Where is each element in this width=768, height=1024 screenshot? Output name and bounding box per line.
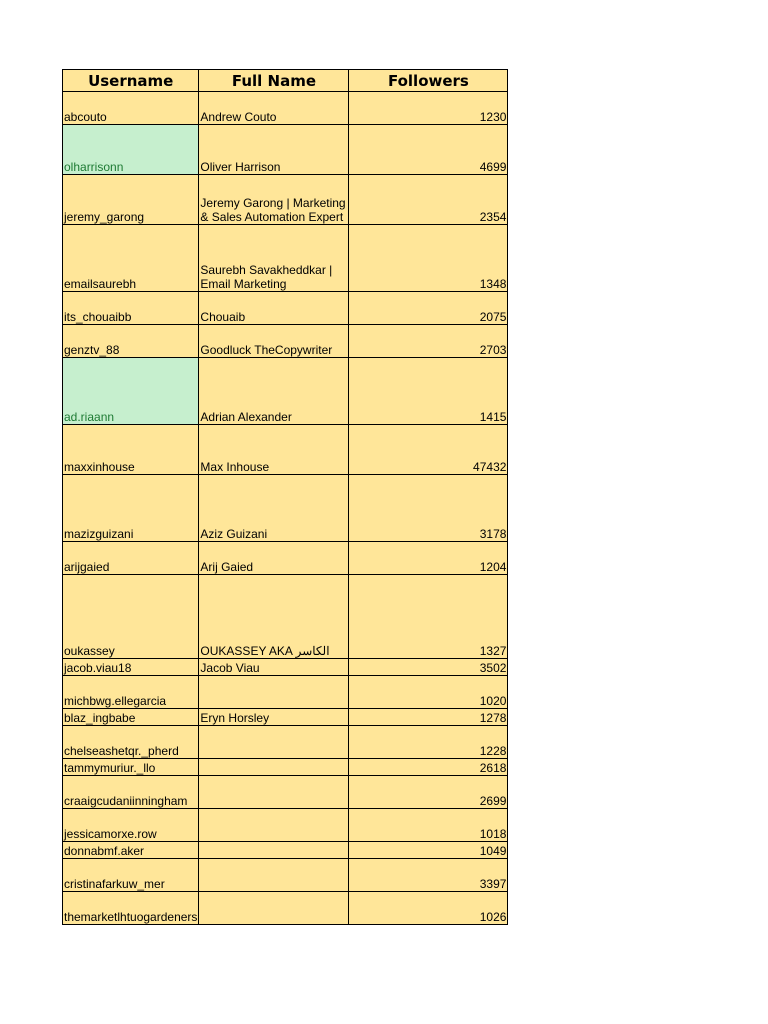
followers-cell[interactable]: 1230 bbox=[349, 92, 508, 125]
username-cell[interactable]: chelseashetqr._pherd bbox=[63, 726, 199, 759]
followers-cell[interactable]: 1018 bbox=[349, 809, 508, 842]
full-name-cell[interactable] bbox=[199, 676, 349, 709]
username-cell[interactable]: blaz_ingbabe bbox=[63, 709, 199, 726]
username-cell[interactable]: genztv_88 bbox=[63, 325, 199, 358]
table-row bbox=[63, 542, 508, 575]
username-cell[interactable]: its_chouaibb bbox=[63, 292, 199, 325]
followers-cell[interactable]: 2354 bbox=[349, 175, 508, 225]
username-cell[interactable]: oukassey bbox=[63, 575, 199, 659]
followers-cell[interactable]: 2075 bbox=[349, 292, 508, 325]
table-row bbox=[63, 425, 508, 475]
full-name-cell[interactable] bbox=[199, 892, 349, 925]
table-row bbox=[63, 759, 508, 776]
username-cell[interactable]: craaigcudaniinningham bbox=[63, 776, 199, 809]
followers-cell[interactable]: 3502 bbox=[349, 659, 508, 676]
followers-cell[interactable]: 47432 bbox=[349, 425, 508, 475]
header-row bbox=[63, 70, 508, 92]
table-row bbox=[63, 575, 508, 659]
full-name-cell[interactable]: Goodluck TheCopywriter bbox=[199, 325, 349, 358]
table-row bbox=[63, 859, 508, 892]
full-name-cell[interactable]: Jacob Viau bbox=[199, 659, 349, 676]
full-name-cell[interactable]: Jeremy Garong | Marketing & Sales Automation Expert bbox=[199, 175, 349, 225]
username-cell[interactable]: abcouto bbox=[63, 92, 199, 125]
username-cell[interactable]: mazizguizani bbox=[63, 475, 199, 542]
table-row bbox=[63, 659, 508, 676]
followers-cell[interactable]: 1049 bbox=[349, 842, 508, 859]
table-row bbox=[63, 842, 508, 859]
header-followers[interactable]: Followers bbox=[349, 70, 508, 92]
followers-cell[interactable]: 2618 bbox=[349, 759, 508, 776]
table-row bbox=[63, 709, 508, 726]
username-cell[interactable]: jacob.viau18 bbox=[63, 659, 199, 676]
table-row bbox=[63, 325, 508, 358]
username-cell[interactable]: michbwg.ellegarcia bbox=[63, 676, 199, 709]
full-name-cell[interactable]: Chouaib bbox=[199, 292, 349, 325]
username-cell[interactable]: jessicamorxe.row bbox=[63, 809, 199, 842]
followers-cell[interactable]: 3178 bbox=[349, 475, 508, 542]
header-full-name[interactable]: Full Name bbox=[199, 70, 349, 92]
followers-cell[interactable]: 2703 bbox=[349, 325, 508, 358]
followers-cell[interactable]: 1278 bbox=[349, 709, 508, 726]
username-cell[interactable]: tammymuriur._llo bbox=[63, 759, 199, 776]
followers-table bbox=[62, 69, 508, 925]
username-cell[interactable]: emailsaurebh bbox=[63, 225, 199, 292]
username-cell[interactable]: maxxinhouse bbox=[63, 425, 199, 475]
full-name-cell[interactable] bbox=[199, 776, 349, 809]
table-row bbox=[63, 475, 508, 542]
full-name-cell[interactable]: Andrew Couto bbox=[199, 92, 349, 125]
table-row bbox=[63, 292, 508, 325]
table-row bbox=[63, 892, 508, 925]
followers-cell[interactable]: 3397 bbox=[349, 859, 508, 892]
full-name-cell[interactable]: Oliver Harrison bbox=[199, 125, 349, 175]
table-row bbox=[63, 776, 508, 809]
username-cell[interactable]: jeremy_garong bbox=[63, 175, 199, 225]
table-row bbox=[63, 358, 508, 425]
followers-cell[interactable]: 2699 bbox=[349, 776, 508, 809]
full-name-cell[interactable] bbox=[199, 726, 349, 759]
full-name-cell[interactable]: Aziz Guizani bbox=[199, 475, 349, 542]
full-name-cell[interactable]: Saurebh Savakheddkar | Email Marketing bbox=[199, 225, 349, 292]
full-name-cell[interactable] bbox=[199, 809, 349, 842]
header-username[interactable]: Username bbox=[63, 70, 199, 92]
username-cell[interactable]: cristinafarkuw_mer bbox=[63, 859, 199, 892]
followers-cell[interactable]: 1348 bbox=[349, 225, 508, 292]
username-cell[interactable]: arijgaied bbox=[63, 542, 199, 575]
table-row bbox=[63, 726, 508, 759]
username-cell[interactable]: ad.riaann bbox=[63, 358, 199, 425]
followers-cell[interactable]: 1415 bbox=[349, 358, 508, 425]
table-row bbox=[63, 92, 508, 125]
full-name-cell[interactable]: Adrian Alexander bbox=[199, 358, 349, 425]
username-cell[interactable]: donnabmf.aker bbox=[63, 842, 199, 859]
full-name-cell[interactable] bbox=[199, 842, 349, 859]
username-cell[interactable]: olharrisonn bbox=[63, 125, 199, 175]
full-name-cell[interactable]: Arij Gaied bbox=[199, 542, 349, 575]
followers-cell[interactable]: 4699 bbox=[349, 125, 508, 175]
followers-cell[interactable]: 1228 bbox=[349, 726, 508, 759]
full-name-cell[interactable]: Eryn Horsley bbox=[199, 709, 349, 726]
table-row bbox=[63, 809, 508, 842]
full-name-cell[interactable] bbox=[199, 759, 349, 776]
table-row bbox=[63, 676, 508, 709]
full-name-cell[interactable] bbox=[199, 859, 349, 892]
table-row bbox=[63, 175, 508, 225]
full-name-cell[interactable]: Max Inhouse bbox=[199, 425, 349, 475]
full-name-cell[interactable]: OUKASSEY AKA الكاسر bbox=[199, 575, 349, 659]
followers-cell[interactable]: 1327 bbox=[349, 575, 508, 659]
username-cell[interactable]: themarketlhtuogardeners bbox=[63, 892, 199, 925]
followers-cell[interactable]: 1026 bbox=[349, 892, 508, 925]
followers-cell[interactable]: 1020 bbox=[349, 676, 508, 709]
table-row bbox=[63, 125, 508, 175]
followers-cell[interactable]: 1204 bbox=[349, 542, 508, 575]
table-row bbox=[63, 225, 508, 292]
